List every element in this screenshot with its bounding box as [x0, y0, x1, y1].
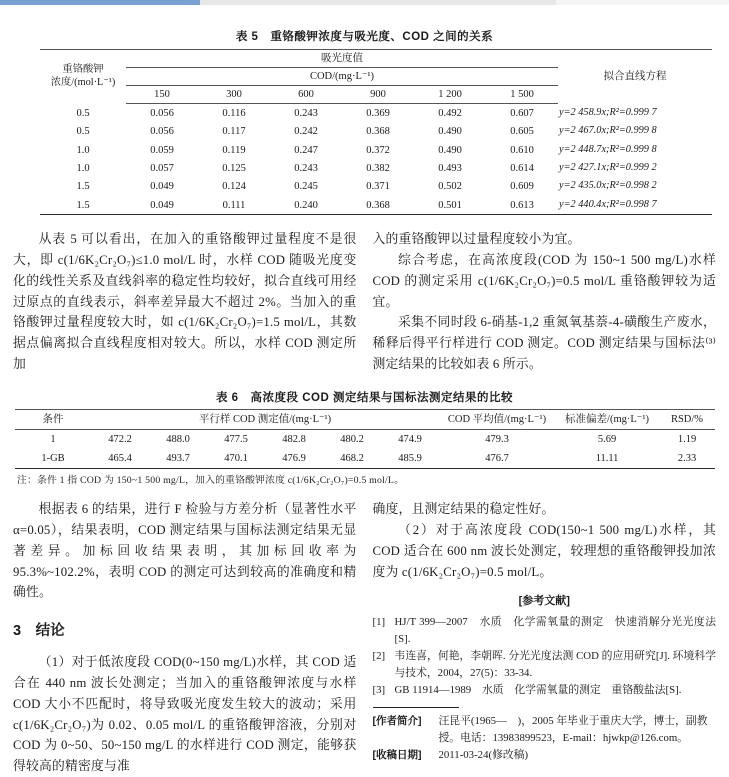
author-bio-text: 汪昆平(1965— )，2005 年毕业于重庆大学，博士，副教授。电话：13983899523，E-mail：hjwkp@126.com。 — [438, 715, 708, 745]
cell-abs: 0.124 — [222, 181, 246, 193]
table5-header-row1 — [40, 50, 712, 68]
cell-fit-equation: y=2 435.0x;R²=0.998 2 — [559, 180, 657, 192]
cell-abs: 0.116 — [222, 107, 246, 119]
cell-value: 477.5 — [224, 433, 248, 445]
conc-header-line1: 重铬酸钾 — [62, 64, 104, 76]
table5-title: 表 5 重铬酸钾浓度与吸光度、COD 之间的关系 — [235, 31, 494, 43]
cell-value: 493.7 — [166, 453, 190, 465]
cell-abs: 0.368 — [366, 126, 390, 138]
reference-number: [2] — [372, 649, 386, 662]
cell-conc: 1.0 — [76, 162, 90, 174]
cell-abs: 0.610 — [510, 144, 534, 156]
cell-abs: 0.490 — [438, 144, 462, 156]
cell-abs: 0.614 — [510, 162, 534, 174]
reference-text: GB 11914—1989 水质 化学需氧量的测定 重铬酸盐法[S]. — [394, 683, 682, 696]
table6-parallel-header: 平行样 COD 测定值/(mg·L⁻¹) — [91, 409, 439, 429]
left-column-1 — [13, 229, 357, 375]
cod-level: 900 — [342, 86, 414, 104]
cell-conc: 1.5 — [76, 181, 90, 193]
cell-rsd: 1.19 — [677, 433, 697, 445]
table6-row — [15, 449, 715, 469]
cell-value: 474.9 — [398, 433, 422, 445]
paragraph: （1）对于低浓度段 COD(0~150 mg/L)水样，其 COD 适合在 440 nm 波长处测定；当加入的重铬酸钾浓度与水样 COD 大小不匹配时，将导致吸光度发生较大的波动；采用 c(1/6K₂Cr₂O₇)为 0.02、0.05 mol/L 的重铬酸钾溶液，分别对 COD 为 0~50、50~150 mg/L 的水样进行 COD 测定，能够获得较高的精密度与准 — [13, 655, 357, 774]
cell-std: 11.11 — [595, 453, 619, 465]
cell-fit-equation: y=2 448.7x;R²=0.999 8 — [559, 143, 657, 155]
cell-abs: 0.501 — [438, 199, 462, 211]
cell-value: 468.2 — [340, 453, 364, 465]
table5-cod-header: COD/(mg·L⁻¹) — [126, 68, 558, 86]
section-heading-conclusion: 3 结论 — [13, 623, 65, 640]
cell-std: 5.69 — [597, 433, 617, 445]
references-heading: [参考文献] — [518, 595, 570, 608]
cell-conc: 0.5 — [76, 126, 90, 138]
top-accent-bar — [0, 0, 729, 5]
cell-abs: 0.243 — [294, 107, 318, 119]
cell-conc: 1.0 — [76, 144, 90, 156]
cell-conc: 1.5 — [76, 199, 90, 211]
table5-row — [40, 178, 712, 196]
cell-fit-equation: y=2 467.0x;R²=0.999 8 — [559, 125, 657, 137]
table6-row — [15, 429, 715, 449]
right-column-2 — [373, 499, 717, 777]
top-bar-light-segment — [556, 0, 729, 5]
cell-value: 482.8 — [282, 433, 306, 445]
body-section-2 — [0, 499, 729, 777]
cell-abs: 0.372 — [366, 144, 390, 156]
cell-value: 472.2 — [108, 433, 132, 445]
reference-text: HJ/T 399—2007 水质 化学需氧量的测定 快速消解分光光度法[S]. — [394, 616, 716, 646]
author-bio-row — [373, 713, 717, 747]
paragraph: 从表 5 可以看出，在加入的重铬酸钾过量程度不是很大，即 c(1/6K₂Cr₂O₇)≤1.0 mol/L 时，水样 COD 随吸光度变化的线性关系及直线斜率的稳定性均较好，拟合直线可用经过原点的直线表示，斜率差异最大不超过 2%。当加入的重铬酸钾过量程度较大时，如 c(1/6K₂Cr₂O₇)=1.5 mol/L，其数据点偏离拟合直线程度相对较大。所以，水样 COD 测定所加 — [13, 232, 357, 372]
cod-level: 1 500 — [486, 86, 558, 104]
table6-rsd-header: RSD/% — [659, 409, 715, 429]
cell-cond: 1 — [50, 433, 56, 445]
cell-abs: 0.059 — [150, 144, 174, 156]
cell-value: 485.9 — [398, 453, 422, 465]
cell-abs: 0.240 — [294, 199, 318, 211]
cell-abs: 0.613 — [510, 199, 534, 211]
table5-conc-header — [40, 50, 126, 104]
cell-value: 488.0 — [166, 433, 190, 445]
table6-note: 注：条件 1 指 COD 为 150~1 500 mg/L，加入的重铬酸钾浓度 c(1/6K₂Cr₂O₇)=0.5 mol/L。 — [17, 475, 405, 487]
body-section-1 — [0, 229, 729, 375]
reference-item — [373, 648, 717, 682]
cell-fit-equation: y=2 458.9x;R²=0.999 7 — [559, 106, 657, 118]
paragraph: 采集不同时段 6-硝基-1,2 重氮氧基萘-4-磺酸生产废水，稀释后得平行样进行 COD 测定。COD 测定结果与国标法⁽³⁾测定结果的比较如表 6 所示。 — [372, 315, 716, 372]
cell-fit-equation: y=2 427.1x;R²=0.999 2 — [559, 162, 657, 174]
cell-abs: 0.243 — [294, 162, 318, 174]
cell-abs: 0.607 — [510, 107, 534, 119]
cell-abs: 0.057 — [150, 162, 174, 174]
cod-level: 1 200 — [414, 86, 486, 104]
cell-abs: 0.242 — [294, 126, 318, 138]
table6-avg-header: COD 平均值/(mg·L⁻¹) — [439, 409, 555, 429]
reference-number: [3] — [372, 683, 386, 696]
paragraph: 确度，且测定结果的稳定性好。 — [372, 502, 555, 517]
received-date-label: [收稿日期] — [372, 749, 422, 762]
table5 — [40, 49, 712, 215]
cell-rsd: 2.33 — [677, 453, 697, 465]
cell-value: 465.4 — [108, 453, 132, 465]
table6-cond-header: 条件 — [15, 409, 91, 429]
left-column-2 — [13, 499, 357, 777]
cell-value: 470.1 — [224, 453, 248, 465]
cell-abs: 0.111 — [222, 199, 246, 211]
cell-fit-equation: y=2 440.4x;R²=0.998 7 — [559, 198, 657, 210]
table5-row — [40, 123, 712, 141]
cell-abs: 0.247 — [294, 144, 318, 156]
cell-abs: 0.382 — [366, 162, 390, 174]
cell-abs: 0.371 — [366, 181, 390, 193]
paragraph: 根据表 6 的结果，进行 F 检验与方差分析（显著性水平 α=0.05），结果表明，COD 测定结果与国标法测定结果无显著差异。加标回收结果表明，其加标回收率为 95.3%~102.2%，表明 COD 的测定可达到较高的准确度和精确性。 — [13, 502, 357, 600]
cell-abs: 0.605 — [510, 126, 534, 138]
received-date-text: 2011-03-24(修改稿) — [438, 749, 529, 762]
cell-cond: 1-GB — [41, 453, 65, 465]
table6 — [15, 409, 715, 469]
footnote-divider — [373, 707, 459, 708]
paragraph: 综合考虑，在高浓度段(COD 为 150~1 500 mg/L)水样 COD 的测定采用 c(1/6K₂Cr₂O₇)=0.5 mol/L 重铬酸钾较为适宜。 — [372, 253, 716, 309]
cell-abs: 0.056 — [150, 126, 174, 138]
cod-level: 150 — [126, 86, 198, 104]
cell-abs: 0.502 — [438, 181, 462, 193]
cell-abs: 0.493 — [438, 162, 462, 174]
table5-absorbance-header: 吸光度值 — [126, 50, 558, 68]
cod-level: 600 — [270, 86, 342, 104]
table5-row — [40, 196, 712, 215]
cell-abs: 0.490 — [438, 126, 462, 138]
cell-abs: 0.056 — [150, 107, 174, 119]
right-column-1 — [373, 229, 717, 375]
cod-level: 300 — [198, 86, 270, 104]
received-date-row — [373, 747, 717, 764]
cell-value: 480.2 — [340, 433, 364, 445]
cell-abs: 0.609 — [510, 181, 534, 193]
table5-row — [40, 159, 712, 177]
paragraph: 入的重铬酸钾以过量程度较小为宜。 — [372, 232, 581, 247]
reference-number: [1] — [372, 616, 386, 629]
conc-header-line2: 浓度/(mol·L⁻¹) — [50, 76, 116, 88]
cell-value: 476.9 — [282, 453, 306, 465]
cell-abs: 0.369 — [366, 107, 390, 119]
cell-abs: 0.125 — [222, 162, 246, 174]
reference-item — [373, 682, 717, 699]
cell-abs: 0.245 — [294, 181, 318, 193]
author-bio-label: [作者简介] — [372, 715, 422, 728]
cell-avg: 479.3 — [485, 433, 509, 445]
table5-row — [40, 104, 712, 123]
table5-fit-header: 拟合直线方程 — [603, 71, 667, 83]
cell-abs: 0.492 — [438, 107, 462, 119]
cell-abs: 0.049 — [150, 181, 174, 193]
cell-abs: 0.049 — [150, 199, 174, 211]
cell-conc: 0.5 — [76, 107, 90, 119]
cell-abs: 0.368 — [366, 199, 390, 211]
cell-abs: 0.117 — [222, 126, 246, 138]
cell-avg: 476.7 — [485, 453, 509, 465]
table6-header-row — [15, 409, 715, 429]
reference-item — [373, 614, 717, 648]
reference-text: 韦连喜，何艳，李朝晖. 分光光度法测 COD 的应用研究[J]. 环境科学与技术，2004，27(5)：33-34. — [394, 649, 716, 679]
table6-title: 表 6 高浓度段 COD 测定结果与国标法测定结果的比较 — [215, 391, 514, 404]
top-bar-gray-segment — [200, 0, 556, 5]
cell-abs: 0.119 — [222, 144, 246, 156]
table5-row — [40, 141, 712, 159]
paragraph: （2）对于高浓度段 COD(150~1 500 mg/L)水样，其 COD 适合在 600 nm 波长处测定，较理想的重铬酸钾投加浓度为 c(1/6K₂Cr₂O₇)=0.5 mol/L。 — [372, 523, 716, 579]
top-bar-blue-segment — [0, 0, 200, 5]
table6-std-header: 标准偏差/(mg·L⁻¹) — [555, 409, 659, 429]
